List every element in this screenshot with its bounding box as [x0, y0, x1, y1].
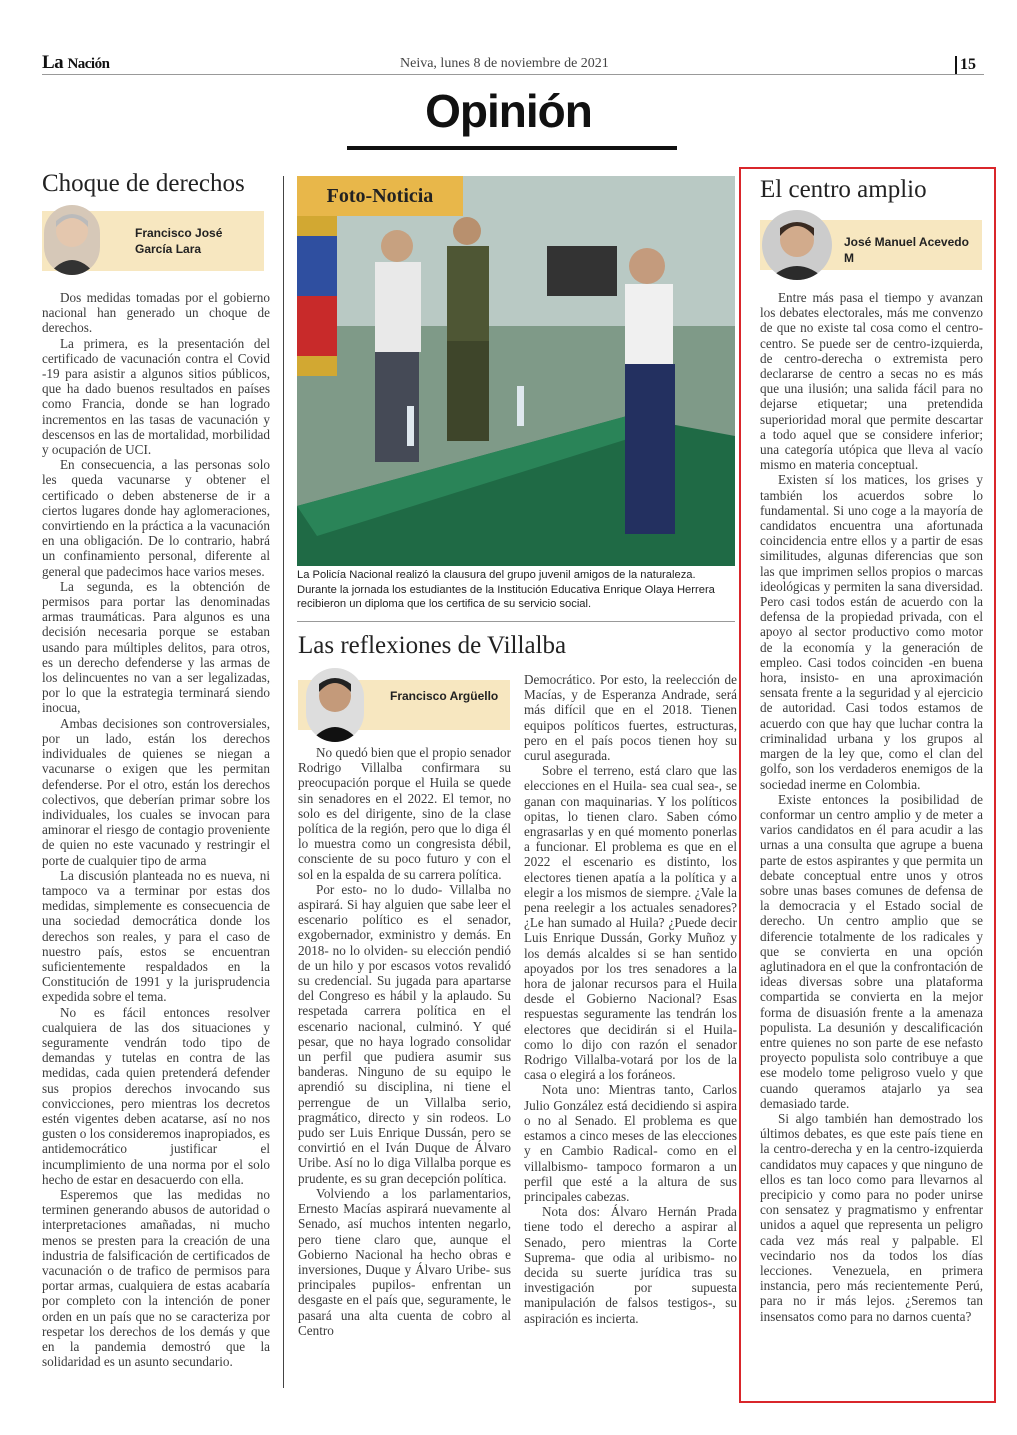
- column-title-villalba: Las reflexiones de Villalba: [298, 632, 567, 659]
- article-body-col3: [760, 290, 983, 1324]
- photo-caption: La Policía Nacional realizó la clausura del grupo juvenil amigos de la naturaleza. Durante la jornada los estudiantes de la Institución Educativa Enrique Olaya Herrera recibieron un diploma que los certifica de su servicio social.: [297, 569, 715, 610]
- section-rule: [347, 146, 677, 150]
- column-divider: [283, 176, 284, 1388]
- paragraph: Nota uno: Mientras tanto, Carlos Julio González está decidiendo si aspira o no al Senado. El problema es que estamos a cinco meses de las elecciones y en Cambio Radical- como en el villalbismo- tampoco formaron a un perfil que esté a la altura de sus principales cabezas.: [524, 1082, 737, 1204]
- ceremony-photo-illustration: [297, 176, 735, 566]
- person-icon: [762, 210, 832, 280]
- issue-date: Neiva, lunes 8 de noviembre de 2021: [400, 56, 609, 71]
- paragraph: No es fácil entonces resolver cualquiera de las dos situaciones y seguramente vendrán todo tipo de demandas y tutelas en contra de las medidas, cada quien pretenderá defender sus propios derechos invocando sus convicciones, pero mientras los decretos estén vigentes deben acatarse, así no nos gusten o los consideremos inapropiados, es antidemocrático justificar el incumplimiento de una norma por el solo hecho de estar en desacuerdo con ella.: [42, 1004, 270, 1187]
- paragraph: Por esto- no lo dudo- Villalba no aspirará. Si hay alguien que sabe leer el escenario político es el senador, exgobernador, exministro y demás. En 2018- no lo olviden- su elección pendió de un hilo y por escasos votos revalidó su credencial. Su jugada para apartarse del Congreso es hábil y la aplaudo. Su respetada carrera política en el escenario nacional, culminó. Y qué pesar, que no haya logrado consolidar un perfil que pudiera asumir sus banderas. Ninguno de su equipo le aprendió su disciplina, ni tiene el perrengue de un Villalba serio, pragmático, directo y sin rodeos. Lo pudo ser Luis Enrique Dussán, pero se convirtió en el Iván Duque de Álvaro Uribe. Así no lo diga Villalba porque es prudente, es su gran decepción política.: [298, 881, 511, 1186]
- paragraph: Nota dos: Álvaro Hernán Prada tiene todo el derecho a aspirar al Senado, pero mientras la Corte Suprema- que odia al uribismo- no decida su suerte jurídica tras su investigación por supuesta manipulación de falsos testigos-, su aspiración es incierta.: [524, 1204, 737, 1326]
- paragraph: Esperemos que las medidas no terminen generando abusos de autoridad o interpretaciones amañadas, ni mucho menos se presten para la creación de una industria de falsificación de certificados de vacunación o de trafico de permisos para portar armas, cualquiera de estas acabaría por completo con la intención de poner orden en un país que no se caracteriza por respetar los derechos de los demás y que en la pandemia demostró que la solidaridad es un asunto secundario.: [42, 1186, 270, 1370]
- article-body-col1: [42, 290, 270, 1369]
- logo-word-la: La: [42, 52, 64, 73]
- author-name: Francisco Argüello: [390, 689, 499, 703]
- person-icon: [306, 668, 364, 742]
- column-title-choque: Choque de derechos: [42, 170, 245, 197]
- paragraph: Existen sí los matices, los grises y también los acuerdos sobre lo fundamental. Si uno coge a la mayoría de candidatos encuentra una afortunada coincidencia entre ellos y a partir de esas similitudes, algunas diferencias que son las que imprimen sellos propios o marcas ideológicas y permiten la sana diversidad. Pero casi todos están de acuerdo con la defensa de la propiedad privada, con el apoyo al sector productivo como motor de la economía y la generación de empleo. Casi todos coinciden -en buena hora, insisto- en una aproximación sensata frente a la seguridad y al ejercicio de autoridad. Casi todos estamos de acuerdo con que hay que luchar contra la criminalidad urbana y los grupos al margen de la ley que, como el clan del golfo, son los verdaderos enemigos de la sociedad inerme en Colombia.: [760, 472, 983, 792]
- page-number: 15: [955, 56, 976, 74]
- paragraph: Existe entonces la posibilidad de conformar un centro amplio y de meter a varios candidatos en él para acudir a las urnas a una consulta que agrupe a buena parte de estos aspirantes y que permita un debate conceptual entre unos y otros sobre unas bases comunes de defensa de la democracia y el Estado social de derecho. Un centro amplio que se diferencie totalmente de los radicales y que se convierta en una opción aglutinadora en el que la confrontación de ideas diversas sobre una plataforma compartida se convierta en la mejor forma de disuasión frente a la amenaza populista. La desunión y descalificación entre quienes no son parte de ese nefasto proyecto populista solo contribuye a que ese modelo tome peligroso vuelo y que cuando queramos atajarlo ya sea demasiado tarde.: [760, 791, 983, 1111]
- section-title: Opinión: [425, 85, 592, 137]
- paragraph: La segunda, es la obtención de permisos para portar las denominadas armas traumáticas. Para algunos es una decisión necesaria porque se estaban usando para múltiples delitos, para otros, es un derecho defenderse y las armas de los delincuentes no van a ser legalizadas, por lo que la estrategia terminará siendo inocua,: [42, 578, 270, 716]
- paragraph: Entre más pasa el tiempo y avanzan los debates electorales, más me convenzo de que no existe tal cosa como el centro-centro. Se puede ser de centro-izquierda, de centro-derecha o extremista pero declararse de centro a secas no es más que una ilusión; una salida fácil para no dejarse etiquetar; una pretendida superioridad moral que permite descartar a todo aquel que se considere inferior; una categoría utópica que lleva al vacío mismo en materia conceptual.: [760, 290, 983, 473]
- paragraph: Sobre el terreno, está claro que las elecciones en el Huila- sea cual sea-, se ganan con maquinarias. Y los políticos opitas, lo tienen claro. Saben cómo engrasarlas y en qué momento ponerlas a funcionar. El problema es que en el 2022 el escenario es distinto, los electores tienen apatía a la política y a elegir a los mismos de siempre. ¿Vale la pena reelegir a los actuales senadores? ¿Le han sumado al Huila? ¿Puede decir Luis Enrique Dussán, Gorky Muñoz y los demás alcaldes si se han sentido apoyados por los tres senadores a la hora de jalonar recursos para el Huila desde el Gobierno Nacional? Esas respuestas seguramente las tendrán los electores que decidirán si el Huila- como lo dijo con razón el senador Rodrigo Villalba-votará por los de la casa o elegirá a los foráneos.: [524, 763, 737, 1083]
- person-icon: [44, 205, 100, 275]
- author-name: Francisco José García Lara: [135, 226, 223, 256]
- paragraph: En consecuencia, a las personas solo les queda vacunarse y obtener el certificado o deben abstenerse de ir a ciertos lugares donde hay aglomeraciones, convirtiendo en la práctica a la vacunación en una obligación. De lo contrario, habrá un confinamiento personal, diferente al general que padecimos hace varios meses.: [42, 457, 270, 579]
- author-photo: [306, 668, 364, 742]
- paragraph: La primera, es la presentación del certificado de vacunación contra el Covid -19 para asistir a algunos sitios públicos, que ha dado buenos resultados en países como Francia, donde se han logrado incrementos en las tasas de vacunación y descensos en las de mortalidad, morbilidad y ocupación de UCI.: [42, 335, 270, 458]
- author-photo: [762, 210, 832, 280]
- paragraph: Ambas decisiones son controversiales, por un lado, están los derechos individuales de quienes se niegan a vacunarse o exigen que les permitan defenderse. Por el otro, están los derechos colectivos, que deberían primar sobre los individuales, los cuales se invocan para aminorar el riesgo de contagio proveniente de quien no este vacunado y restringir el porte de cualquier tipo de arma: [42, 715, 270, 868]
- news-photo: [297, 176, 735, 566]
- paragraph: Volviendo a los parlamentarios, Ernesto Macías aspirará nuevamente al Senado, así muchos intenten negarlo, pero tiene claro que, aunque el Gobierno Nacional ha hecho obras e inversiones, Duque y Álvaro Uribe- sus principales pupilos- enfrentan un desgaste en el país que, seguramente, le pasará una alta cuenta de cobro al Centro: [298, 1185, 511, 1338]
- paragraph: Si algo también han demostrado los últimos debates, es que este país tiene en la centro-derecha y en la centro-izquierda candidatos muy capaces y que ninguno de ellos es tan loco como para llevarnos al precipicio y como para no poder unirse con sensatez y pragmatismo y enfrentar unidos a aquel que representa un peligro cada vez más real y palpable. El vecindario nos da todos los días lecciones. Venezuela, en primera instancia, pero más recientemente Perú, para no ir más lejos. ¿Seremos tan insensatos como para no darnos cuenta?: [760, 1110, 983, 1324]
- author-name: José Manuel Acevedo M: [844, 235, 969, 265]
- paragraph: No quedó bien que el propio senador Rodrigo Villalba confirmara su preocupación porque el Huila se quede sin senadores en el 2022. El temor, no solo es del dirigente, sino de la clase política de la región, pero que lo diga él lo muestra como un congresista débil, consciente de su poco futuro y con el sol en la espalda de su carrera política.: [298, 745, 511, 882]
- column-title-centro: El centro amplio: [760, 176, 927, 203]
- article-body-col2-right: [524, 672, 737, 1326]
- newspaper-logo: [42, 52, 109, 74]
- paragraph: La discusión planteada no es nueva, ni tampoco va a terminar por estas dos medidas, simplemente es consecuencia de una sociedad democrática donde los derechos son reales, y para el caso de nuestro país, estos se encuentran suficientemente respaldados en la Constitución de 1991 y la jurisprudencia expedida sobre el tema.: [42, 867, 270, 1005]
- paragraph: Dos medidas tomadas por el gobierno nacional han generado un choque de derechos.: [42, 290, 270, 336]
- caption-divider: [297, 621, 735, 622]
- paragraph: Democrático. Por esto, la reelección de Macías, y de Esperanza Andrade, será más difícil que en el 2018. Tienen equipos políticos fuertes, estructuras, pero en el país pocos tienen hoy su curul asegurada.: [524, 672, 737, 764]
- author-photo: [44, 205, 100, 275]
- logo-word-nacion: Nación: [67, 56, 110, 72]
- article-body-col2-left: [298, 745, 511, 1338]
- masthead-divider: [42, 74, 984, 75]
- photo-news-tag: Foto-Noticia: [297, 176, 463, 216]
